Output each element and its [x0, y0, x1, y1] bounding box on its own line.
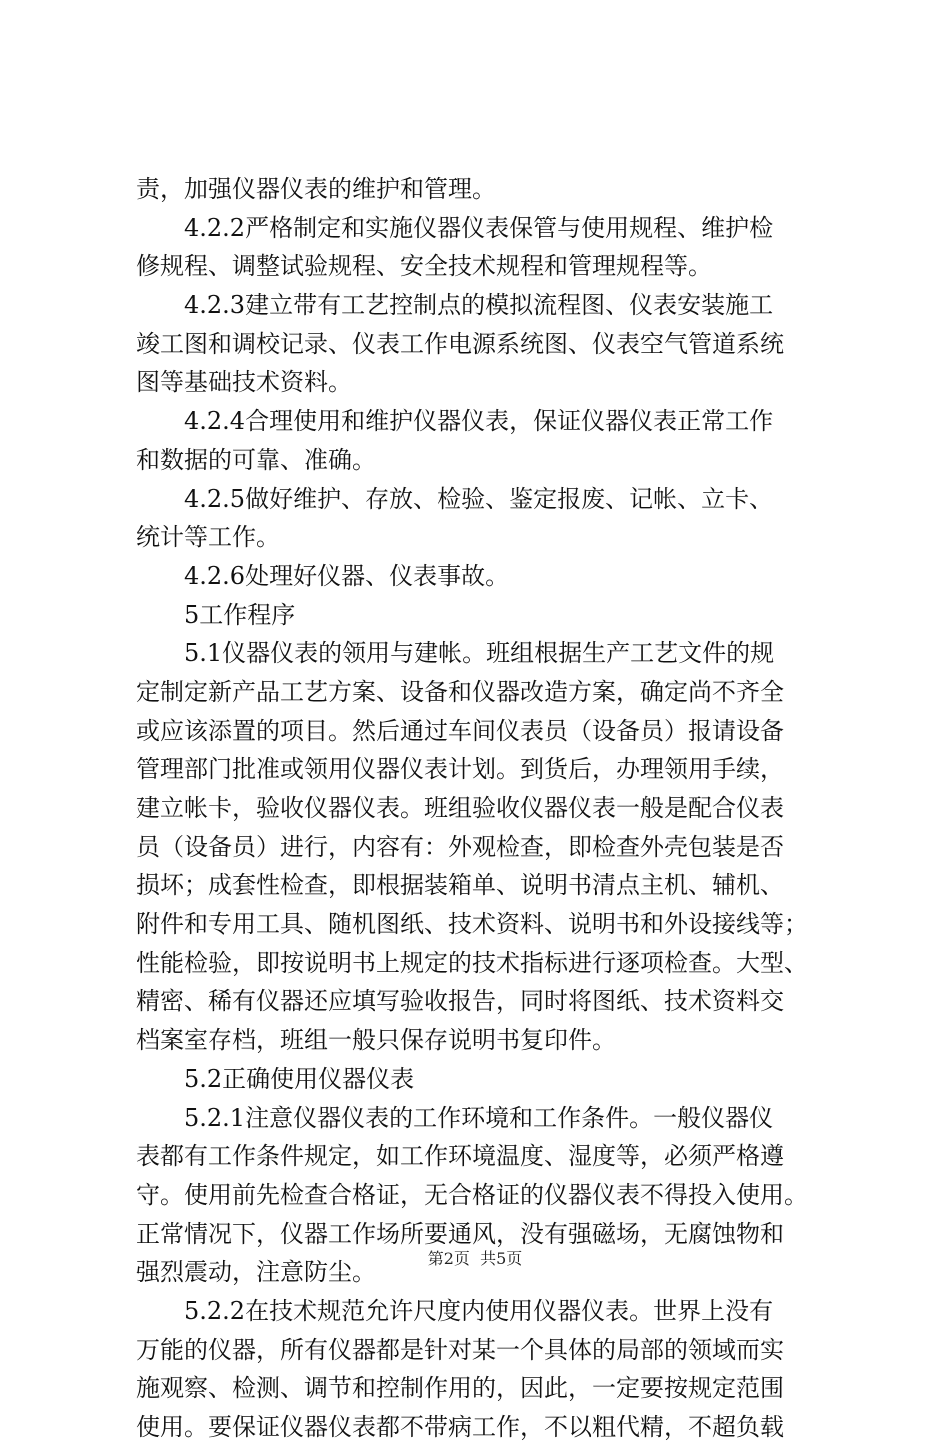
text-line: 正常情况下，仪器工作场所要通风，没有强磁场，无腐蚀物和	[136, 1219, 784, 1248]
text-line: 统计等工作。	[136, 523, 280, 552]
text-line: 4.2.2严格制定和实施仪器仪表保管与使用规程、维护检	[184, 213, 774, 242]
text-line: 强烈震动，注意防尘。	[136, 1258, 376, 1287]
text-line: 图等基础技术资料。	[136, 368, 352, 397]
text-line: 4.2.4合理使用和维护仪器仪表，保证仪器仪表正常工作	[184, 407, 774, 436]
text-line: 5工作程序	[184, 600, 296, 629]
text-line: 表都有工作条件规定，如工作环境温度、湿度等，必须严格遵	[136, 1142, 784, 1171]
text-line: 定制定新产品工艺方案、设备和仪器改造方案，确定尚不齐全	[136, 677, 784, 706]
text-line: 精密、稀有仪器还应填写验收报告，同时将图纸、技术资料交	[136, 987, 784, 1016]
text-line: 4.2.5做好维护、存放、检验、鉴定报废、记帐、立卡、	[184, 484, 774, 513]
text-line: 修规程、调整试验规程、安全技术规程和管理规程等。	[136, 252, 712, 281]
text-line: 损坏；成套性检查，即根据装箱单、说明书清点主机、辅机、	[136, 871, 784, 900]
text-line: 施观察、检测、调节和控制作用的，因此，一定要按规定范围	[136, 1374, 784, 1403]
text-line: 和数据的可靠、准确。	[136, 445, 376, 474]
text-line: 5.2正确使用仪器仪表	[184, 1064, 415, 1093]
text-line: 管理部门批准或领用仪器仪表计划。到货后，办理领用手续，	[136, 755, 784, 784]
text-line: 性能检验，即按说明书上规定的技术指标进行逐项检查。大型、	[136, 948, 808, 977]
text-line: 万能的仪器，所有仪器都是针对某一个具体的局部的领域而实	[136, 1335, 784, 1364]
text-line: 5.2.2在技术规范允许尺度内使用仪器仪表。世界上没有	[184, 1296, 774, 1325]
text-line: 5.2.1注意仪器仪表的工作环境和工作条件。一般仪器仪	[184, 1103, 774, 1132]
text-line: 使用。要保证仪器仪表都不带病工作，不以粗代精，不超负载	[136, 1413, 784, 1441]
text-line: 建立帐卡，验收仪器仪表。班组验收仪器仪表一般是配合仪表	[136, 794, 784, 822]
text-line: 档案室存档，班组一般只保存说明书复印件。	[136, 1026, 616, 1055]
text-line: 4.2.6处理好仪器、仪表事故。	[184, 561, 510, 590]
text-line: 竣工图和调校记录、仪表工作电源系统图、仪表空气管道系统	[136, 329, 784, 358]
text-line: 附件和专用工具、随机图纸、技术资料、说明书和外设接线等；	[136, 910, 808, 939]
page-footer: 第2页 共5页	[427, 1249, 523, 1268]
text-line: 4.2.3建立带有工艺控制点的模拟流程图、仪表安装施工	[184, 291, 774, 320]
text-line: 责，加强仪器仪表的维护和管理。	[136, 175, 496, 203]
text-line: 或应该添置的项目。然后通过车间仪表员（设备员）报请设备	[136, 716, 784, 745]
text-line: 5.1仪器仪表的领用与建帐。班组根据生产工艺文件的规	[184, 639, 775, 668]
text-line: 守。使用前先检查合格证，无合格证的仪器仪表不得投入使用。	[136, 1180, 808, 1209]
text-line: 员（设备员）进行，内容有：外观检查，即检查外壳包装是否	[136, 832, 784, 861]
